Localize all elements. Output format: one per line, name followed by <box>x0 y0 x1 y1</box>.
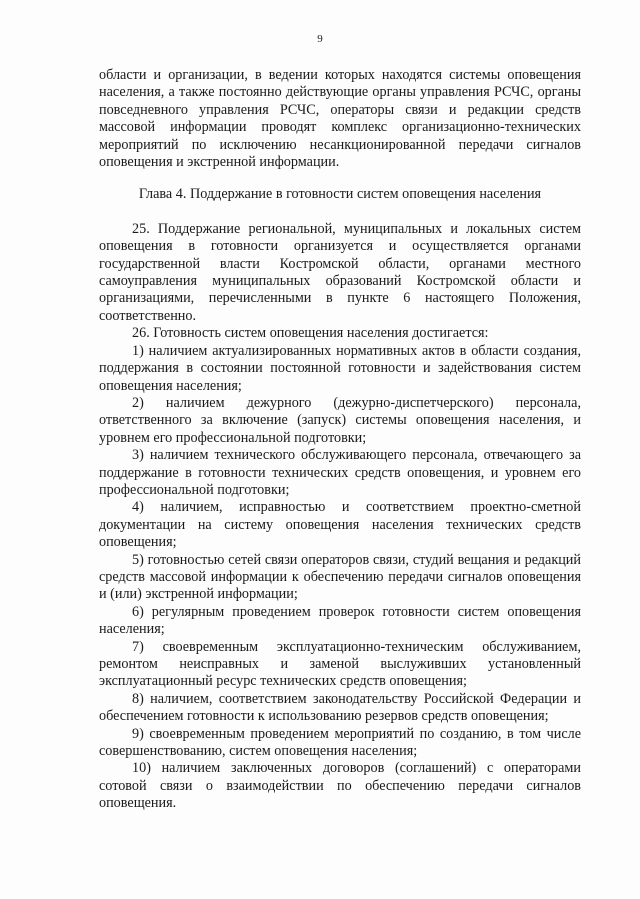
list-item-4: 4) наличием, исправностью и соответствием проектно-сметной документации на систему оповещения населения технических средств оповещения; <box>99 499 581 551</box>
chapter-heading: Глава 4. Поддержание в готовности систем оповещения населения <box>138 186 542 203</box>
list-item-1: 1) наличием актуализированных нормативных актов в области создания, поддержания в состоянии постоянной готовности и задействования систем оповещения населения; <box>99 342 581 394</box>
list-item-7: 7) своевременным эксплуатационно-техническим обслуживанием, ремонтом неисправных и заменой выслуживших установленный эксплуатационный ресурс технических средств оповещения; <box>99 638 581 690</box>
document-body <box>99 67 581 813</box>
intro-paragraph: области и организации, в ведении которых находятся системы оповещения населения, а также постоянно действующие органы управления РСЧС, органы повседневного управления РСЧС, операторы связи и редакции средств массовой информации проводят комплекс организационно-технических мероприятий по исключению несанкционированной передачи сигналов оповещения и экстренной информации. <box>99 67 581 171</box>
paragraph-26: 26. Готовность систем оповещения населения достигается: <box>132 325 489 342</box>
list-item-9: 9) своевременным проведением мероприятий по созданию, в том числе совершенствованию, систем оповещения населения; <box>99 725 581 760</box>
page-number: 9 <box>317 33 323 45</box>
list-item-3: 3) наличием технического обслуживающего персонала, отвечающего за поддержание в готовности технических средств оповещения, и уровнем его профессиональной подготовки; <box>99 447 581 498</box>
list-item-2: 2) наличием дежурного (дежурно-диспетчерского) персонала, ответственного за включение (запуск) системы оповещения населения, и уровнем его профессиональной подготовки; <box>99 394 581 446</box>
list-item-6: 6) регулярным проведением проверок готовности систем оповещения населения; <box>99 603 581 638</box>
list-item-8: 8) наличием, соответствием законодательству Российской Федерации и обеспечением готовности к использованию резервов средств оповещения; <box>99 690 581 725</box>
list-item-5: 5) готовностью сетей связи операторов связи, студий вещания и редакций средств массовой информации к обеспечению передачи сигналов оповещения и (или) экстренной информации; <box>99 551 581 603</box>
list-item-10: 10) наличием заключенных договоров (соглашений) с операторами сотовой связи о взаимодействии по обеспечению передачи сигналов оповещения. <box>99 760 581 812</box>
paragraph-25: 25. Поддержание региональной, муниципальных и локальных систем оповещения в готовности организуется и осуществляется органами государственной власти Костромской области, органами местного самоуправления муниципальных образований Костромской области и организациями, перечисленными в пункте 6 настоящего Положения, соответственно. <box>99 220 581 324</box>
